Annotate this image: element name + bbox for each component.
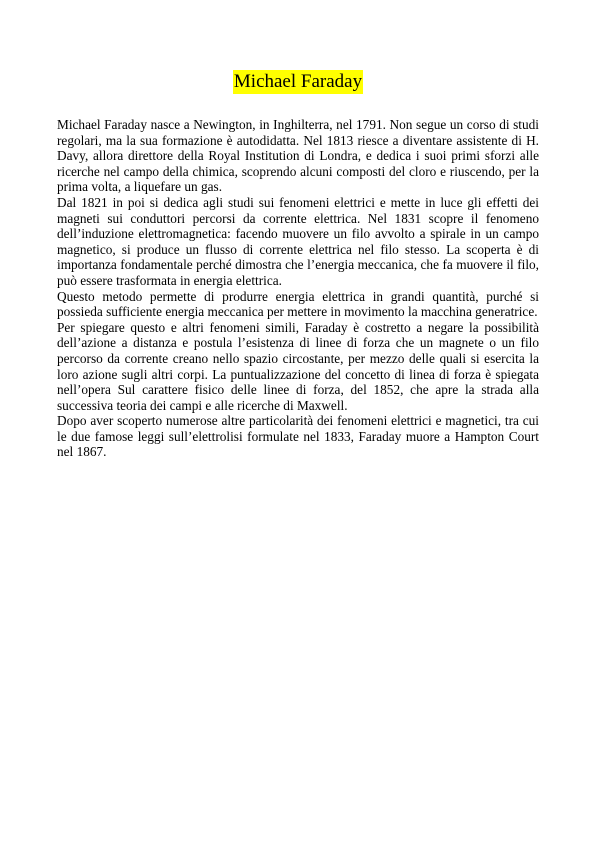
paragraph-3: Questo metodo permette di produrre energia elettrica in grandi quantità, purché si possieda sufficiente energia meccanica per mettere in movimento la macchina generatrice. [57, 288, 539, 320]
paragraph-2: Dal 1821 in poi si dedica agli studi sui fenomeni elettrici e mette in luce gli effetti dei magneti sui conduttori percorsi da corrente elettrica. Nel 1831 scopre il fenomeno dell’induzione elettromagnetica: facendo muovere un filo avvolto a spirale in un campo magnetico, si produce un flusso di corrente elettrica nel filo stesso. La scoperta è di importanza fondamentale perché dimostra che l’energia meccanica, che fa muovere il filo, può essere trasformata in energia elettrica. [57, 194, 539, 288]
paragraph-1: Michael Faraday nasce a Newington, in Inghilterra, nel 1791. Non segue un corso di studi regolari, ma la sua formazione è autodidatta. Nel 1813 riesce a diventare assistente di H. Davy, allora direttore della Royal Institution di Londra, e dedica i suoi primi sforzi alle ricerche nel campo della chimica, scoprendo alcuni composti del cloro e riuscendo, per la prima volta, a liquefare un gas. [57, 117, 539, 195]
document-body [57, 117, 539, 460]
document-title: Michael Faraday [233, 71, 363, 92]
paragraph-4: Per spiegare questo e altri fenomeni simili, Faraday è costretto a negare la possibilità dell’azione a distanza e postula l’esistenza di linee di forza che un magnete o un filo percorso da corrente creano nello spazio circostante, per mezzo delle quali si esercita la loro azione sugli altri corpi. La puntualizzazione del concetto di linea di forza è spiegata nell’opera Sul carattere fisico delle linee di forza, del 1852, che apre la strada alla successiva teoria dei campi e alle ricerche di Maxwell. [57, 319, 539, 413]
title-container [0, 70, 596, 94]
paragraph-5: Dopo aver scoperto numerose altre particolarità dei fenomeni elettrici e magnetici, tra cui le due famose leggi sull’elettrolisi formulate nel 1833, Faraday muore a Hampton Court nel 1867. [57, 413, 539, 460]
